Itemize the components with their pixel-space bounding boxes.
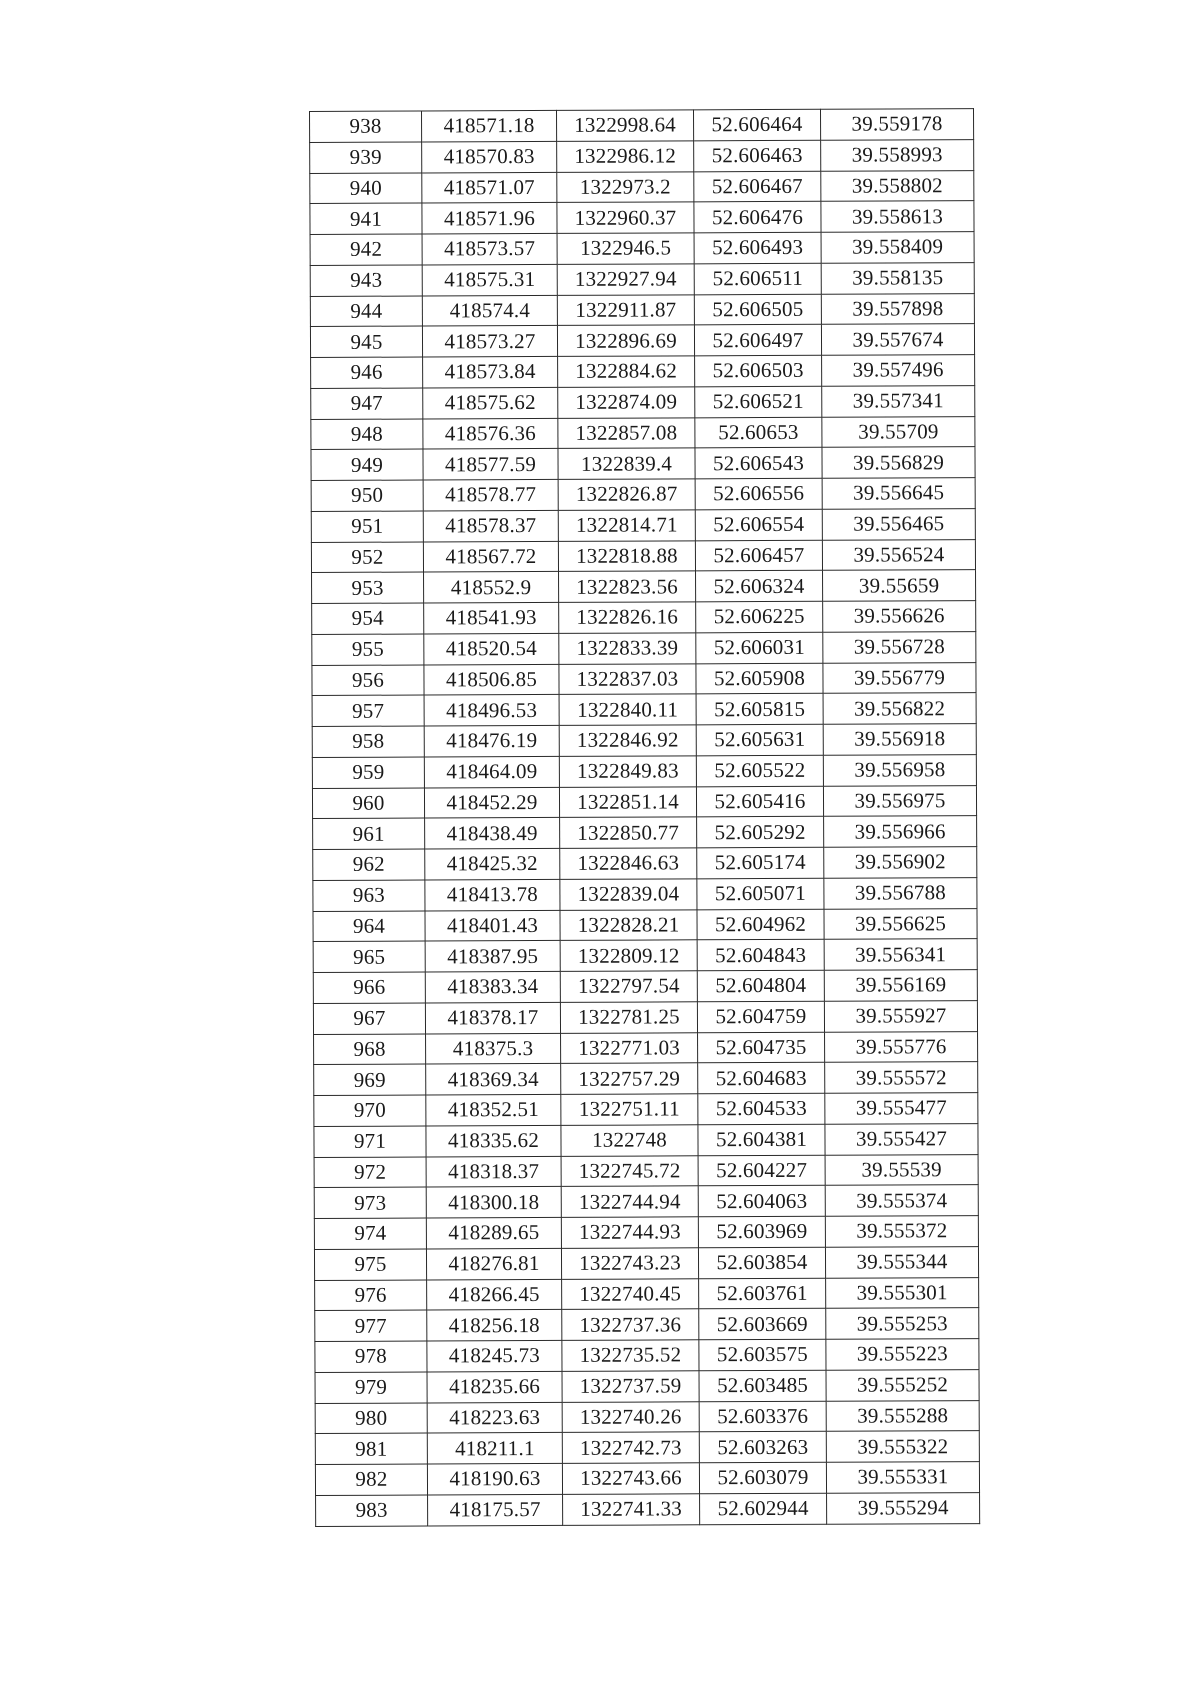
x-coordinate-cell: 418378.17 xyxy=(425,1002,560,1033)
latitude-cell: 52.606543 xyxy=(695,448,822,479)
x-coordinate-cell: 418476.19 xyxy=(424,725,559,756)
table-row xyxy=(312,724,976,758)
y-coordinate-cell: 1322735.52 xyxy=(562,1340,699,1371)
coordinates-table-container xyxy=(309,108,979,1526)
latitude-cell: 52.606463 xyxy=(694,140,821,171)
table-row xyxy=(310,324,974,358)
y-coordinate-cell: 1322771.03 xyxy=(561,1032,698,1063)
table-row xyxy=(316,1492,980,1526)
x-coordinate-cell: 418438.49 xyxy=(425,818,560,849)
latitude-cell: 52.603079 xyxy=(699,1462,826,1493)
latitude-cell: 52.606505 xyxy=(694,294,821,325)
table-row xyxy=(310,109,974,143)
point-number-cell: 973 xyxy=(314,1187,426,1218)
latitude-cell: 52.606503 xyxy=(695,355,822,386)
point-number-cell: 956 xyxy=(312,665,424,696)
latitude-cell: 52.604227 xyxy=(698,1155,825,1186)
x-coordinate-cell: 418175.57 xyxy=(428,1494,563,1525)
longitude-cell: 39.556728 xyxy=(823,631,976,662)
table-row xyxy=(311,355,975,389)
y-coordinate-cell: 1322809.12 xyxy=(560,940,697,971)
x-coordinate-cell: 418352.51 xyxy=(426,1094,561,1125)
x-coordinate-cell: 418452.29 xyxy=(424,787,559,818)
y-coordinate-cell: 1322857.08 xyxy=(558,417,695,448)
point-number-cell: 944 xyxy=(310,296,422,327)
y-coordinate-cell: 1322740.45 xyxy=(562,1278,699,1309)
point-number-cell: 946 xyxy=(311,357,423,388)
y-coordinate-cell: 1322781.25 xyxy=(560,1002,697,1033)
y-coordinate-cell: 1322986.12 xyxy=(557,141,694,172)
table-row xyxy=(311,416,975,450)
latitude-cell: 52.604843 xyxy=(697,940,824,971)
y-coordinate-cell: 1322737.36 xyxy=(562,1309,699,1340)
x-coordinate-cell: 418276.81 xyxy=(426,1248,561,1279)
longitude-cell: 39.555294 xyxy=(827,1492,980,1523)
longitude-cell: 39.556524 xyxy=(822,539,975,570)
table-row xyxy=(315,1431,979,1465)
table-row xyxy=(312,631,976,665)
table-row xyxy=(314,1123,978,1157)
latitude-cell: 52.604533 xyxy=(698,1093,825,1124)
latitude-cell: 52.606521 xyxy=(695,386,822,417)
longitude-cell: 39.555572 xyxy=(825,1062,978,1093)
y-coordinate-cell: 1322744.94 xyxy=(561,1186,698,1217)
y-coordinate-cell: 1322946.5 xyxy=(557,233,694,264)
y-coordinate-cell: 1322744.93 xyxy=(561,1217,698,1248)
point-number-cell: 948 xyxy=(311,419,423,450)
table-row xyxy=(312,785,976,819)
point-number-cell: 942 xyxy=(310,234,422,265)
point-number-cell: 958 xyxy=(312,726,424,757)
x-coordinate-cell: 418464.09 xyxy=(424,756,559,787)
x-coordinate-cell: 418235.66 xyxy=(427,1371,562,1402)
table-row xyxy=(315,1462,979,1496)
longitude-cell: 39.556626 xyxy=(823,601,976,632)
point-number-cell: 938 xyxy=(310,111,422,142)
point-number-cell: 983 xyxy=(316,1495,428,1526)
table-row xyxy=(311,478,975,512)
coordinates-table xyxy=(309,108,980,1526)
longitude-cell: 39.557496 xyxy=(822,355,975,386)
table-row xyxy=(312,601,976,635)
table-row xyxy=(310,201,974,235)
latitude-cell: 52.603761 xyxy=(699,1278,826,1309)
y-coordinate-cell: 1322743.23 xyxy=(561,1248,698,1279)
y-coordinate-cell: 1322839.4 xyxy=(558,448,695,479)
x-coordinate-cell: 418190.63 xyxy=(427,1463,562,1494)
x-coordinate-cell: 418387.95 xyxy=(425,941,560,972)
longitude-cell: 39.556958 xyxy=(823,754,976,785)
table-row xyxy=(312,570,976,604)
y-coordinate-cell: 1322846.92 xyxy=(559,725,696,756)
x-coordinate-cell: 418571.96 xyxy=(422,203,557,234)
y-coordinate-cell: 1322743.66 xyxy=(562,1463,699,1494)
latitude-cell: 52.603485 xyxy=(699,1370,826,1401)
point-number-cell: 955 xyxy=(312,634,424,665)
x-coordinate-cell: 418245.73 xyxy=(427,1340,562,1371)
table-row xyxy=(313,847,977,881)
x-coordinate-cell: 418571.07 xyxy=(422,172,557,203)
longitude-cell: 39.556645 xyxy=(822,478,975,509)
y-coordinate-cell: 1322748 xyxy=(561,1125,698,1156)
table-row xyxy=(313,816,977,850)
x-coordinate-cell: 418571.18 xyxy=(422,110,557,141)
longitude-cell: 39.556975 xyxy=(823,785,976,816)
x-coordinate-cell: 418211.1 xyxy=(427,1433,562,1464)
point-number-cell: 977 xyxy=(315,1310,427,1341)
latitude-cell: 52.605174 xyxy=(697,847,824,878)
point-number-cell: 974 xyxy=(314,1218,426,1249)
point-number-cell: 954 xyxy=(312,603,424,634)
longitude-cell: 39.556779 xyxy=(823,662,976,693)
table-row xyxy=(312,693,976,727)
y-coordinate-cell: 1322960.37 xyxy=(557,202,694,233)
point-number-cell: 981 xyxy=(315,1433,427,1464)
table-row xyxy=(310,262,974,296)
x-coordinate-cell: 418496.53 xyxy=(424,695,559,726)
longitude-cell: 39.556966 xyxy=(824,816,977,847)
y-coordinate-cell: 1322874.09 xyxy=(558,387,695,418)
latitude-cell: 52.606324 xyxy=(696,571,823,602)
point-number-cell: 952 xyxy=(311,542,423,573)
longitude-cell: 39.555322 xyxy=(826,1431,979,1462)
longitude-cell: 39.557341 xyxy=(822,385,975,416)
table-row xyxy=(315,1369,979,1403)
y-coordinate-cell: 1322840.11 xyxy=(559,694,696,725)
latitude-cell: 52.606493 xyxy=(694,232,821,263)
point-number-cell: 967 xyxy=(313,1003,425,1034)
table-row xyxy=(315,1308,979,1342)
point-number-cell: 980 xyxy=(315,1402,427,1433)
table-row xyxy=(315,1400,979,1434)
longitude-cell: 39.555427 xyxy=(825,1123,978,1154)
y-coordinate-cell: 1322927.94 xyxy=(557,264,694,295)
longitude-cell: 39.55709 xyxy=(822,416,975,447)
longitude-cell: 39.558993 xyxy=(821,139,974,170)
longitude-cell: 39.555301 xyxy=(826,1277,979,1308)
point-number-cell: 949 xyxy=(311,449,423,480)
point-number-cell: 961 xyxy=(313,818,425,849)
table-row xyxy=(314,1185,978,1219)
point-number-cell: 964 xyxy=(313,911,425,942)
y-coordinate-cell: 1322826.16 xyxy=(559,602,696,633)
x-coordinate-cell: 418552.9 xyxy=(424,572,559,603)
coordinates-table-body xyxy=(310,109,980,1526)
table-row xyxy=(310,139,974,173)
table-row xyxy=(313,877,977,911)
point-number-cell: 940 xyxy=(310,173,422,204)
point-number-cell: 962 xyxy=(313,849,425,880)
point-number-cell: 979 xyxy=(315,1372,427,1403)
y-coordinate-cell: 1322818.88 xyxy=(558,540,695,571)
point-number-cell: 947 xyxy=(311,388,423,419)
y-coordinate-cell: 1322757.29 xyxy=(561,1063,698,1094)
x-coordinate-cell: 418578.77 xyxy=(423,479,558,510)
y-coordinate-cell: 1322837.03 xyxy=(559,663,696,694)
latitude-cell: 52.605815 xyxy=(696,694,823,725)
x-coordinate-cell: 418567.72 xyxy=(423,541,558,572)
point-number-cell: 943 xyxy=(310,265,422,296)
y-coordinate-cell: 1322826.87 xyxy=(558,479,695,510)
table-row xyxy=(310,293,974,327)
table-row xyxy=(313,908,977,942)
latitude-cell: 52.603669 xyxy=(699,1309,826,1340)
table-row xyxy=(314,1246,978,1280)
longitude-cell: 39.556169 xyxy=(824,970,977,1001)
y-coordinate-cell: 1322814.71 xyxy=(558,510,695,541)
point-number-cell: 953 xyxy=(312,572,424,603)
x-coordinate-cell: 418318.37 xyxy=(426,1156,561,1187)
latitude-cell: 52.60653 xyxy=(695,417,822,448)
longitude-cell: 39.555288 xyxy=(826,1400,979,1431)
x-coordinate-cell: 418413.78 xyxy=(425,879,560,910)
table-row xyxy=(314,1216,978,1250)
point-number-cell: 970 xyxy=(314,1095,426,1126)
point-number-cell: 963 xyxy=(313,880,425,911)
longitude-cell: 39.558409 xyxy=(821,232,974,263)
x-coordinate-cell: 418401.43 xyxy=(425,910,560,941)
point-number-cell: 968 xyxy=(314,1034,426,1065)
point-number-cell: 971 xyxy=(314,1126,426,1157)
longitude-cell: 39.556788 xyxy=(824,877,977,908)
longitude-cell: 39.555331 xyxy=(826,1462,979,1493)
table-row xyxy=(312,754,976,788)
table-row xyxy=(314,1031,978,1065)
longitude-cell: 39.555477 xyxy=(825,1093,978,1124)
y-coordinate-cell: 1322751.11 xyxy=(561,1094,698,1125)
point-number-cell: 982 xyxy=(315,1464,427,1495)
latitude-cell: 52.604804 xyxy=(697,970,824,1001)
latitude-cell: 52.606457 xyxy=(695,540,822,571)
x-coordinate-cell: 418383.34 xyxy=(425,971,560,1002)
point-number-cell: 978 xyxy=(315,1341,427,1372)
longitude-cell: 39.555252 xyxy=(826,1369,979,1400)
y-coordinate-cell: 1322839.04 xyxy=(560,879,697,910)
x-coordinate-cell: 418289.65 xyxy=(426,1217,561,1248)
x-coordinate-cell: 418573.57 xyxy=(422,233,557,264)
table-row xyxy=(310,170,974,204)
table-row xyxy=(315,1339,979,1373)
longitude-cell: 39.556829 xyxy=(822,447,975,478)
latitude-cell: 52.606554 xyxy=(695,509,822,540)
point-number-cell: 957 xyxy=(312,695,424,726)
latitude-cell: 52.605416 xyxy=(696,786,823,817)
x-coordinate-cell: 418369.34 xyxy=(426,1064,561,1095)
x-coordinate-cell: 418578.37 xyxy=(423,510,558,541)
latitude-cell: 52.605071 xyxy=(697,878,824,909)
table-row xyxy=(314,1093,978,1127)
longitude-cell: 39.559178 xyxy=(820,109,973,140)
x-coordinate-cell: 418573.27 xyxy=(422,326,557,357)
point-number-cell: 959 xyxy=(312,757,424,788)
longitude-cell: 39.55539 xyxy=(825,1154,978,1185)
x-coordinate-cell: 418573.84 xyxy=(423,356,558,387)
point-number-cell: 951 xyxy=(311,511,423,542)
x-coordinate-cell: 418570.83 xyxy=(422,141,557,172)
latitude-cell: 52.603376 xyxy=(699,1401,826,1432)
longitude-cell: 39.557898 xyxy=(821,293,974,324)
point-number-cell: 966 xyxy=(313,972,425,1003)
table-row xyxy=(313,970,977,1004)
latitude-cell: 52.603854 xyxy=(698,1247,825,1278)
latitude-cell: 52.604759 xyxy=(697,1001,824,1032)
longitude-cell: 39.555374 xyxy=(825,1185,978,1216)
table-row xyxy=(311,539,975,573)
latitude-cell: 52.606556 xyxy=(695,478,822,509)
table-row xyxy=(310,232,974,266)
y-coordinate-cell: 1322833.39 xyxy=(559,633,696,664)
latitude-cell: 52.602944 xyxy=(700,1493,827,1524)
x-coordinate-cell: 418223.63 xyxy=(427,1402,562,1433)
latitude-cell: 52.604735 xyxy=(698,1032,825,1063)
latitude-cell: 52.605908 xyxy=(696,663,823,694)
y-coordinate-cell: 1322797.54 xyxy=(560,971,697,1002)
longitude-cell: 39.555223 xyxy=(826,1339,979,1370)
point-number-cell: 950 xyxy=(311,480,423,511)
y-coordinate-cell: 1322998.64 xyxy=(556,110,693,141)
latitude-cell: 52.603575 xyxy=(699,1339,826,1370)
y-coordinate-cell: 1322884.62 xyxy=(558,356,695,387)
point-number-cell: 960 xyxy=(312,788,424,819)
x-coordinate-cell: 418425.32 xyxy=(425,848,560,879)
x-coordinate-cell: 418577.59 xyxy=(423,449,558,480)
x-coordinate-cell: 418335.62 xyxy=(426,1125,561,1156)
y-coordinate-cell: 1322742.73 xyxy=(562,1432,699,1463)
x-coordinate-cell: 418574.4 xyxy=(422,295,557,326)
x-coordinate-cell: 418300.18 xyxy=(426,1187,561,1218)
x-coordinate-cell: 418541.93 xyxy=(424,602,559,633)
latitude-cell: 52.605631 xyxy=(696,724,823,755)
longitude-cell: 39.558802 xyxy=(821,170,974,201)
longitude-cell: 39.55659 xyxy=(823,570,976,601)
point-number-cell: 939 xyxy=(310,142,422,173)
longitude-cell: 39.555372 xyxy=(825,1216,978,1247)
y-coordinate-cell: 1322896.69 xyxy=(557,325,694,356)
y-coordinate-cell: 1322741.33 xyxy=(563,1494,700,1525)
longitude-cell: 39.556341 xyxy=(824,939,977,970)
y-coordinate-cell: 1322850.77 xyxy=(560,817,697,848)
table-row xyxy=(311,385,975,419)
x-coordinate-cell: 418575.62 xyxy=(423,387,558,418)
latitude-cell: 52.606225 xyxy=(696,601,823,632)
latitude-cell: 52.604962 xyxy=(697,909,824,940)
latitude-cell: 52.604381 xyxy=(698,1124,825,1155)
longitude-cell: 39.555927 xyxy=(824,1000,977,1031)
x-coordinate-cell: 418520.54 xyxy=(424,633,559,664)
latitude-cell: 52.605522 xyxy=(696,755,823,786)
point-number-cell: 941 xyxy=(310,203,422,234)
x-coordinate-cell: 418375.3 xyxy=(426,1033,561,1064)
latitude-cell: 52.606464 xyxy=(693,109,820,140)
table-row xyxy=(312,662,976,696)
latitude-cell: 52.604683 xyxy=(698,1063,825,1094)
table-row xyxy=(314,1062,978,1096)
table-row xyxy=(311,508,975,542)
y-coordinate-cell: 1322851.14 xyxy=(559,786,696,817)
longitude-cell: 39.556902 xyxy=(824,847,977,878)
latitude-cell: 52.606467 xyxy=(694,171,821,202)
longitude-cell: 39.556822 xyxy=(823,693,976,724)
y-coordinate-cell: 1322740.26 xyxy=(562,1401,699,1432)
longitude-cell: 39.555344 xyxy=(825,1246,978,1277)
y-coordinate-cell: 1322823.56 xyxy=(559,571,696,602)
x-coordinate-cell: 418575.31 xyxy=(422,264,557,295)
table-row xyxy=(313,939,977,973)
y-coordinate-cell: 1322737.59 xyxy=(562,1371,699,1402)
latitude-cell: 52.606497 xyxy=(694,325,821,356)
longitude-cell: 39.557674 xyxy=(821,324,974,355)
x-coordinate-cell: 418576.36 xyxy=(423,418,558,449)
latitude-cell: 52.606031 xyxy=(696,632,823,663)
point-number-cell: 972 xyxy=(314,1156,426,1187)
point-number-cell: 965 xyxy=(313,941,425,972)
longitude-cell: 39.558613 xyxy=(821,201,974,232)
table-row xyxy=(311,447,975,481)
table-row xyxy=(313,1000,977,1034)
longitude-cell: 39.556465 xyxy=(822,508,975,539)
longitude-cell: 39.555253 xyxy=(826,1308,979,1339)
longitude-cell: 39.555776 xyxy=(825,1031,978,1062)
y-coordinate-cell: 1322846.63 xyxy=(560,848,697,879)
table-row xyxy=(314,1154,978,1188)
y-coordinate-cell: 1322745.72 xyxy=(561,1155,698,1186)
latitude-cell: 52.603969 xyxy=(698,1216,825,1247)
latitude-cell: 52.606476 xyxy=(694,202,821,233)
longitude-cell: 39.556625 xyxy=(824,908,977,939)
longitude-cell: 39.556918 xyxy=(823,724,976,755)
y-coordinate-cell: 1322911.87 xyxy=(557,294,694,325)
y-coordinate-cell: 1322849.83 xyxy=(559,756,696,787)
x-coordinate-cell: 418266.45 xyxy=(427,1279,562,1310)
point-number-cell: 945 xyxy=(310,326,422,357)
longitude-cell: 39.558135 xyxy=(821,262,974,293)
y-coordinate-cell: 1322828.21 xyxy=(560,909,697,940)
point-number-cell: 975 xyxy=(314,1249,426,1280)
y-coordinate-cell: 1322973.2 xyxy=(557,171,694,202)
x-coordinate-cell: 418256.18 xyxy=(427,1310,562,1341)
point-number-cell: 976 xyxy=(315,1279,427,1310)
point-number-cell: 969 xyxy=(314,1064,426,1095)
latitude-cell: 52.605292 xyxy=(697,817,824,848)
latitude-cell: 52.604063 xyxy=(698,1186,825,1217)
latitude-cell: 52.603263 xyxy=(699,1432,826,1463)
table-row xyxy=(315,1277,979,1311)
latitude-cell: 52.606511 xyxy=(694,263,821,294)
x-coordinate-cell: 418506.85 xyxy=(424,664,559,695)
